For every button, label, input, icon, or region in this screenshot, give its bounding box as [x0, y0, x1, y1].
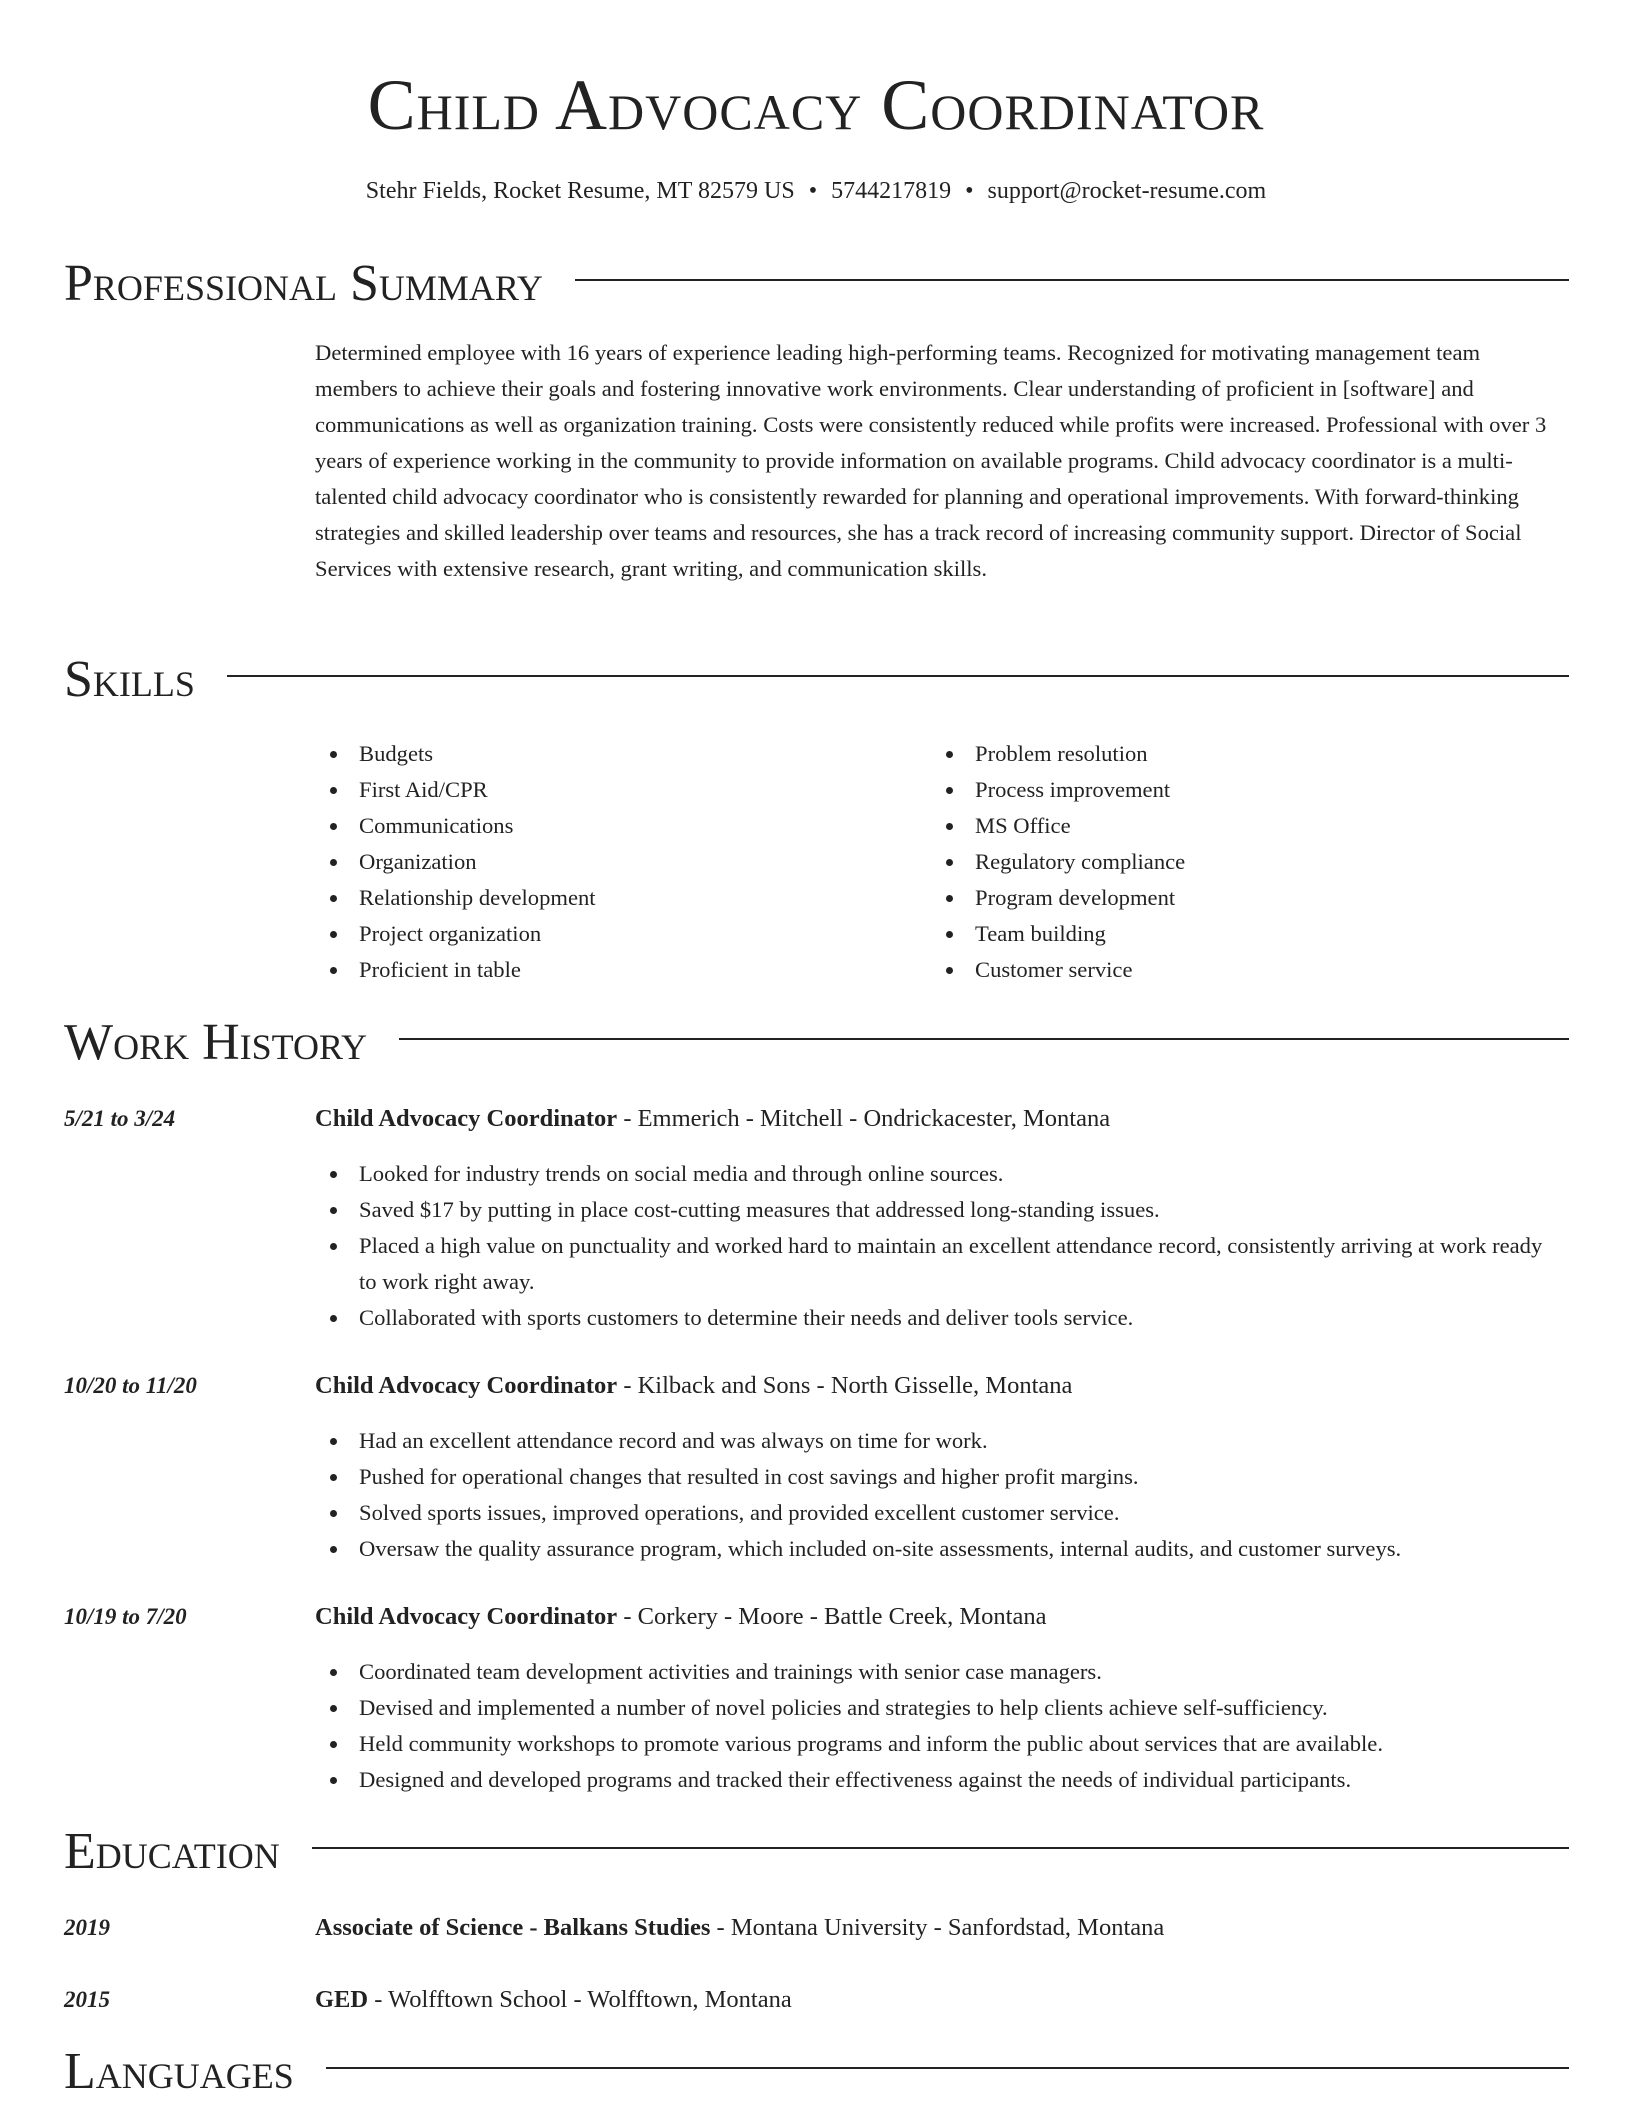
section-divider: [227, 675, 1569, 677]
job-bullet: Held community workshops to promote various programs and inform the public about services that are available.: [315, 1726, 1565, 1762]
skill-item: Organization: [315, 844, 915, 880]
job-bullet: Saved $17 by putting in place cost-cutting measures that addressed long-standing issues.: [315, 1192, 1565, 1228]
job-title: Child Advocacy Coordinator: [315, 1105, 618, 1132]
education-degree: GED: [315, 1986, 369, 2013]
job-bullet: Coordinated team development activities and trainings with senior case managers.: [315, 1654, 1565, 1690]
skill-item: Proficient in table: [315, 952, 915, 988]
education-date: 2015: [64, 1987, 110, 2012]
skill-item: Regulatory compliance: [931, 844, 1531, 880]
job-bullet: Placed a high value on punctuality and worked hard to maintain an excellent attendance record, consistently arriving at work ready to work right away.: [315, 1228, 1565, 1300]
contact-phone: 5744217819: [831, 178, 952, 204]
section-title-languages: Languages: [64, 2043, 294, 2100]
job-date: 10/19 to 7/20: [64, 1604, 187, 1629]
skill-item: Program development: [931, 880, 1531, 916]
job-bullet: Looked for industry trends on social media and through online sources.: [315, 1156, 1565, 1192]
contact-email[interactable]: support@rocket-resume.com: [987, 178, 1267, 204]
job-date: 5/21 to 3/24: [64, 1106, 176, 1131]
education-school: - Montana University - Sanfordstad, Montana: [710, 1914, 1165, 1941]
job-date: 10/20 to 11/20: [64, 1373, 197, 1398]
job-title: Child Advocacy Coordinator: [315, 1372, 618, 1399]
education-section-header: [64, 1822, 1569, 1882]
job-bullets: [315, 1156, 1565, 1336]
skill-item: Project organization: [315, 916, 915, 952]
skill-item: MS Office: [931, 808, 1531, 844]
job-bullet: Designed and developed programs and tracked their effectiveness against the needs of individual participants.: [315, 1762, 1565, 1798]
section-divider: [326, 2067, 1569, 2069]
contact-separator: •: [965, 178, 974, 204]
job-employer: - Emmerich - Mitchell - Ondrickacester, Montana: [617, 1105, 1111, 1132]
education-date: 2019: [64, 1915, 110, 1940]
skill-item: Process improvement: [931, 772, 1531, 808]
skill-item: Budgets: [315, 736, 915, 772]
skill-item: Relationship development: [315, 880, 915, 916]
section-divider: [312, 1847, 1569, 1849]
job-heading: [315, 1599, 1565, 1635]
languages-section-header: [64, 2042, 1569, 2102]
section-title-skills: Skills: [64, 651, 195, 708]
summary-text: Determined employee with 16 years of experience leading high-performing teams. Recognized for motivating management team members to achieve their goals and fostering innovative work environments. Clear understanding of proficient in [software] and communications as well as organization training. Costs were consistently reduced while profits were increased. Professional with over 3 years of experience working in the community to provide information on available programs. Child advocacy coordinator is a multi-talented child advocacy coordinator who is consistently rewarded for planning and operational improvements. With forward-thinking strategies and skilled leadership over teams and resources, she has a track record of increasing community support. Director of Social Services with extensive research, grant writing, and communication skills.: [315, 340, 1547, 581]
skills-column-left: [315, 736, 915, 988]
education-school: - Wolfftown School - Wolfftown, Montana: [368, 1986, 792, 2013]
section-title-summary: Professional Summary: [64, 255, 543, 312]
contact-separator: •: [808, 178, 818, 204]
job-title: Child Advocacy Coordinator: [315, 1603, 618, 1630]
skill-item: Customer service: [931, 952, 1531, 988]
skills-section-header: [64, 650, 1569, 710]
education-entry: [315, 1982, 1565, 2018]
job-employer: - Kilback and Sons - North Gisselle, Montana: [617, 1372, 1073, 1399]
skill-item: Team building: [931, 916, 1531, 952]
job-bullets: [315, 1423, 1565, 1567]
skill-item: Communications: [315, 808, 915, 844]
job-employer: - Corkery - Moore - Battle Creek, Montana: [617, 1603, 1047, 1630]
job-heading: [315, 1368, 1565, 1404]
job-bullet: Solved sports issues, improved operations, and provided excellent customer service.: [315, 1495, 1565, 1531]
work-section-header: [64, 1013, 1569, 1073]
contact-address: Stehr Fields, Rocket Resume, MT 82579 US: [365, 178, 795, 204]
contact-line: [0, 176, 1632, 206]
skill-item: Problem resolution: [931, 736, 1531, 772]
job-bullet: Pushed for operational changes that resulted in cost savings and higher profit margins.: [315, 1459, 1565, 1495]
skills-column-right: [931, 736, 1531, 988]
job-bullet: Collaborated with sports customers to determine their needs and deliver tools service.: [315, 1300, 1565, 1336]
job-bullet: Devised and implemented a number of novel policies and strategies to help clients achieve self-sufficiency.: [315, 1690, 1565, 1726]
section-divider: [575, 279, 1569, 281]
job-bullet: Oversaw the quality assurance program, which included on-site assessments, internal audits, and customer surveys.: [315, 1531, 1565, 1567]
summary-section-header: [64, 254, 1569, 314]
section-title-education: Education: [64, 1823, 280, 1880]
job-bullet: Had an excellent attendance record and was always on time for work.: [315, 1423, 1565, 1459]
job-heading: [315, 1101, 1565, 1137]
skill-item: First Aid/CPR: [315, 772, 915, 808]
education-entry: [315, 1910, 1565, 1946]
section-divider: [399, 1038, 1569, 1040]
candidate-name: Child Advocacy Coordinator: [367, 65, 1265, 145]
education-degree: Associate of Science - Balkans Studies: [315, 1914, 711, 1941]
section-title-work: Work History: [64, 1014, 368, 1071]
job-bullets: [315, 1654, 1565, 1798]
